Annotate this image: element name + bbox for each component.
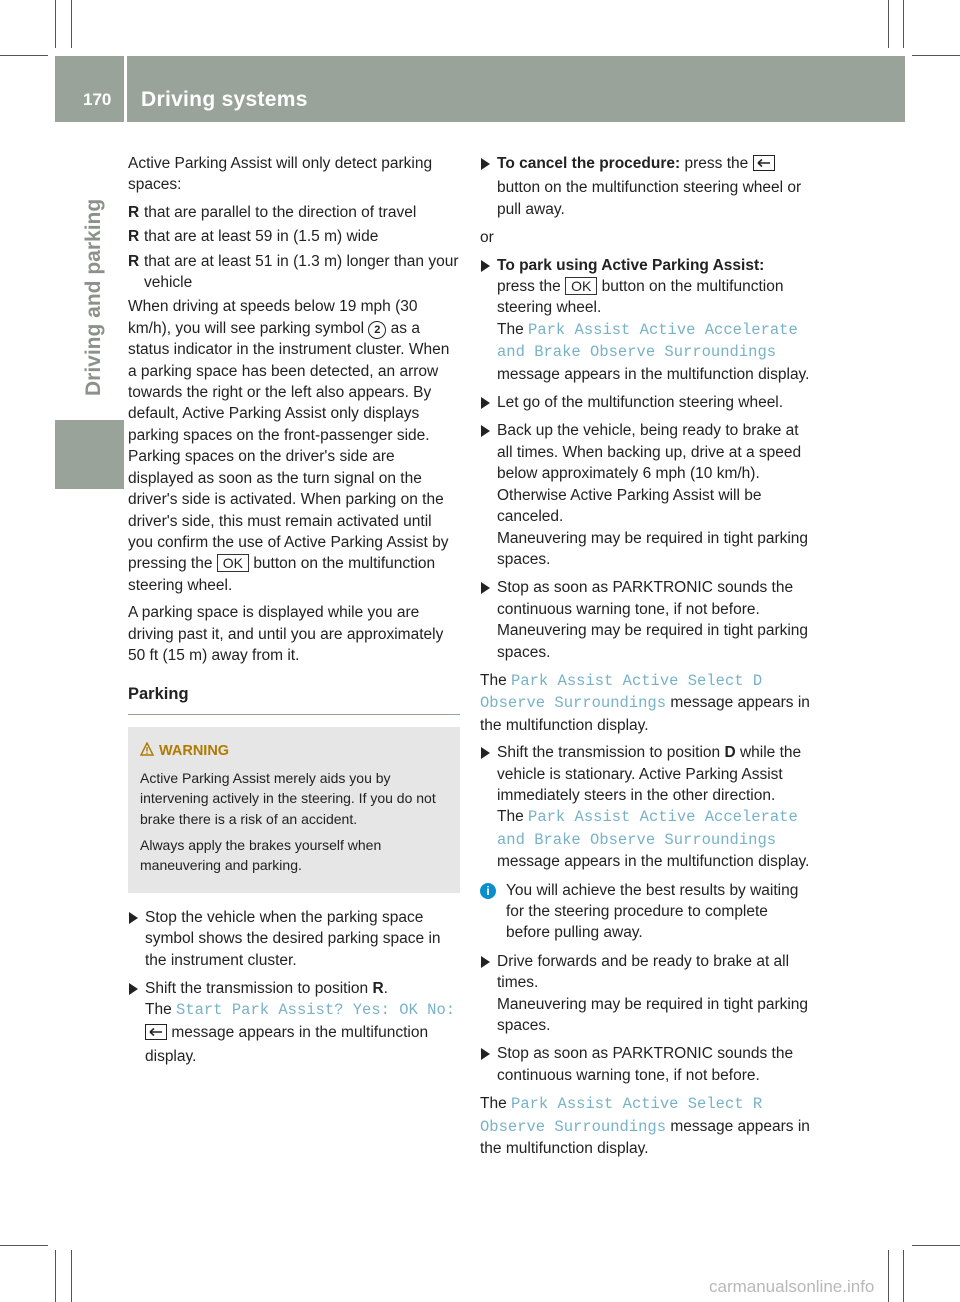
warning-text-1: Active Parking Assist merely aids you by intervening actively in the steering. If you do not brake there is a risk of an accident. [140,769,436,828]
ok-key-icon: OK [565,277,597,295]
heading-rule [128,714,460,716]
warning-title: WARNING [140,741,448,762]
step-arrow-icon [481,158,490,170]
step-stop-parktronic: Stop as soon as PARKTRONIC sounds the continuous warning tone, if not before. Maneuvering may be required in tight parking spaces. [480,577,814,663]
ok-key-icon: OK [217,554,249,572]
step-stop-vehicle: Stop the vehicle when the parking space symbol shows the desired parking space in the instrument cluster. [128,907,460,971]
crop-mark [903,0,904,48]
header-divider [124,56,127,122]
back-button-icon [145,1024,167,1046]
warning-triangle-icon [140,742,154,756]
list-item: R that are at least 51 in (1.3 m) longer than your vehicle [128,252,459,292]
speed-paragraph: When driving at speeds below 19 mph (30 km/h), you will see parking symbol 2 as a status indicator in the instrument cluster. When a parking space has been detected, an arrow towards the right or the left also appears. By default, Active Parking Assist only displays parking spaces on the front-passenger side. Parking spaces on the driver's side are displayed as soon as the turn signal on the driver's side is activated. When parking on the driver's side, this must remain activated until you confirm the use of Active Parking Assist by pressing the OK button on the multifunction steering wheel. [128,298,450,594]
step-arrow-icon [481,956,490,968]
step-park: To park using Active Parking Assist: press the OK button on the multifunction steering wheel. The Park Assist Active Accelerate and Brake Observe Surroundings message appears in the multifunction display. [480,255,814,385]
page-number: 170 [83,90,112,109]
step-back-up: Back up the vehicle, being ready to brake at all times. When backing up, drive at a speed below approximately 6 mph (10 km/h). Otherwise Active Parking Assist will be canceled. Maneuvering may be required in tight parking spaces. [480,420,814,570]
display-message: Park Assist Active Accelerate and Brake Observe Surroundings [497,808,798,849]
display-message: Park Assist Active Select R Observe Surroundings [480,1095,763,1136]
watermark: carmanualsonline.info [709,1277,875,1296]
parking-heading: Parking [128,685,189,704]
step-drive-forward: Drive forwards and be ready to brake at all times. Maneuvering may be required in tight parking spaces. [480,951,814,1037]
crop-mark [912,55,960,56]
back-button-icon [753,155,775,177]
step-arrow-icon [481,1048,490,1060]
step-let-go: Let go of the multifunction steering wheel. [480,392,814,413]
select-d-paragraph: The Park Assist Active Select D Observe Surroundings message appears in the multifunction display. [480,671,810,734]
select-r-paragraph: The Park Assist Active Select R Observe Surroundings message appears in the multifunction display. [480,1095,810,1158]
step-arrow-icon [481,397,490,409]
conditions-list [128,202,460,294]
display-paragraph: A parking space is displayed while you are driving past it, and until you are approximately 50 ft (15 m) away from it. [128,604,444,664]
step-stop-parktronic-2: Stop as soon as PARKTRONIC sounds the continuous warning tone, if not before. [480,1043,814,1086]
list-item: R that are at least 59 in (1.5 m) wide [128,226,460,247]
info-icon: i [480,883,496,899]
step-arrow-icon [481,425,490,437]
bullet-r-icon: R [128,252,140,270]
crop-mark [71,0,72,48]
crop-mark [903,1250,904,1302]
or-text: or [480,229,494,247]
step-cancel: To cancel the procedure: press the button on the multifunction steering wheel or pull away. [480,153,814,220]
crop-mark [71,1250,72,1302]
step-shift-r: Shift the transmission to position R. The Start Park Assist? Yes: OK No: message appears in the multifunction display. [128,978,460,1068]
bullet-r-icon: R [128,228,140,246]
bullet-r-icon: R [128,203,140,221]
crop-mark [55,1250,56,1302]
step-arrow-icon [481,260,490,272]
side-tab-text: Driving and parking [82,198,105,396]
display-message: Park Assist Active Select D Observe Surroundings [480,671,763,713]
side-tab-box [55,420,124,489]
step-arrow-icon [129,912,138,924]
step-arrow-icon [481,582,490,594]
step-arrow-icon [481,747,490,759]
step-arrow-icon [129,983,138,995]
list-item: R that are parallel to the direction of travel [128,202,460,223]
section-title: Driving systems [141,88,308,111]
info-note: i You will achieve the best results by waiting for the steering procedure to complete before pulling away. [480,880,814,944]
display-message: Start Park Assist? Yes: OK No: [176,1001,456,1020]
intro-paragraph: Active Parking Assist will only detect parking spaces: [128,155,433,194]
crop-mark [888,0,889,48]
circled-number-icon: 2 [368,321,386,339]
crop-mark [888,1250,889,1302]
crop-mark [912,1245,960,1246]
crop-mark [0,55,48,56]
right-column [480,153,814,1165]
display-message: Park Assist Active Accelerate and Brake Observe Surroundings [497,320,798,362]
crop-mark [55,0,56,48]
warning-box [128,727,460,893]
crop-mark [0,1245,48,1246]
left-column [128,153,460,1075]
warning-text-2: Always apply the brakes yourself when maneuvering and parking. [140,836,382,874]
step-shift-d: Shift the transmission to position D while the vehicle is stationary. Active Parking Assist immediately steers in the other direction. The Park Assist Active Accelerate and Brake Observe Surroundings message appears in the multifunction display. [480,742,814,872]
